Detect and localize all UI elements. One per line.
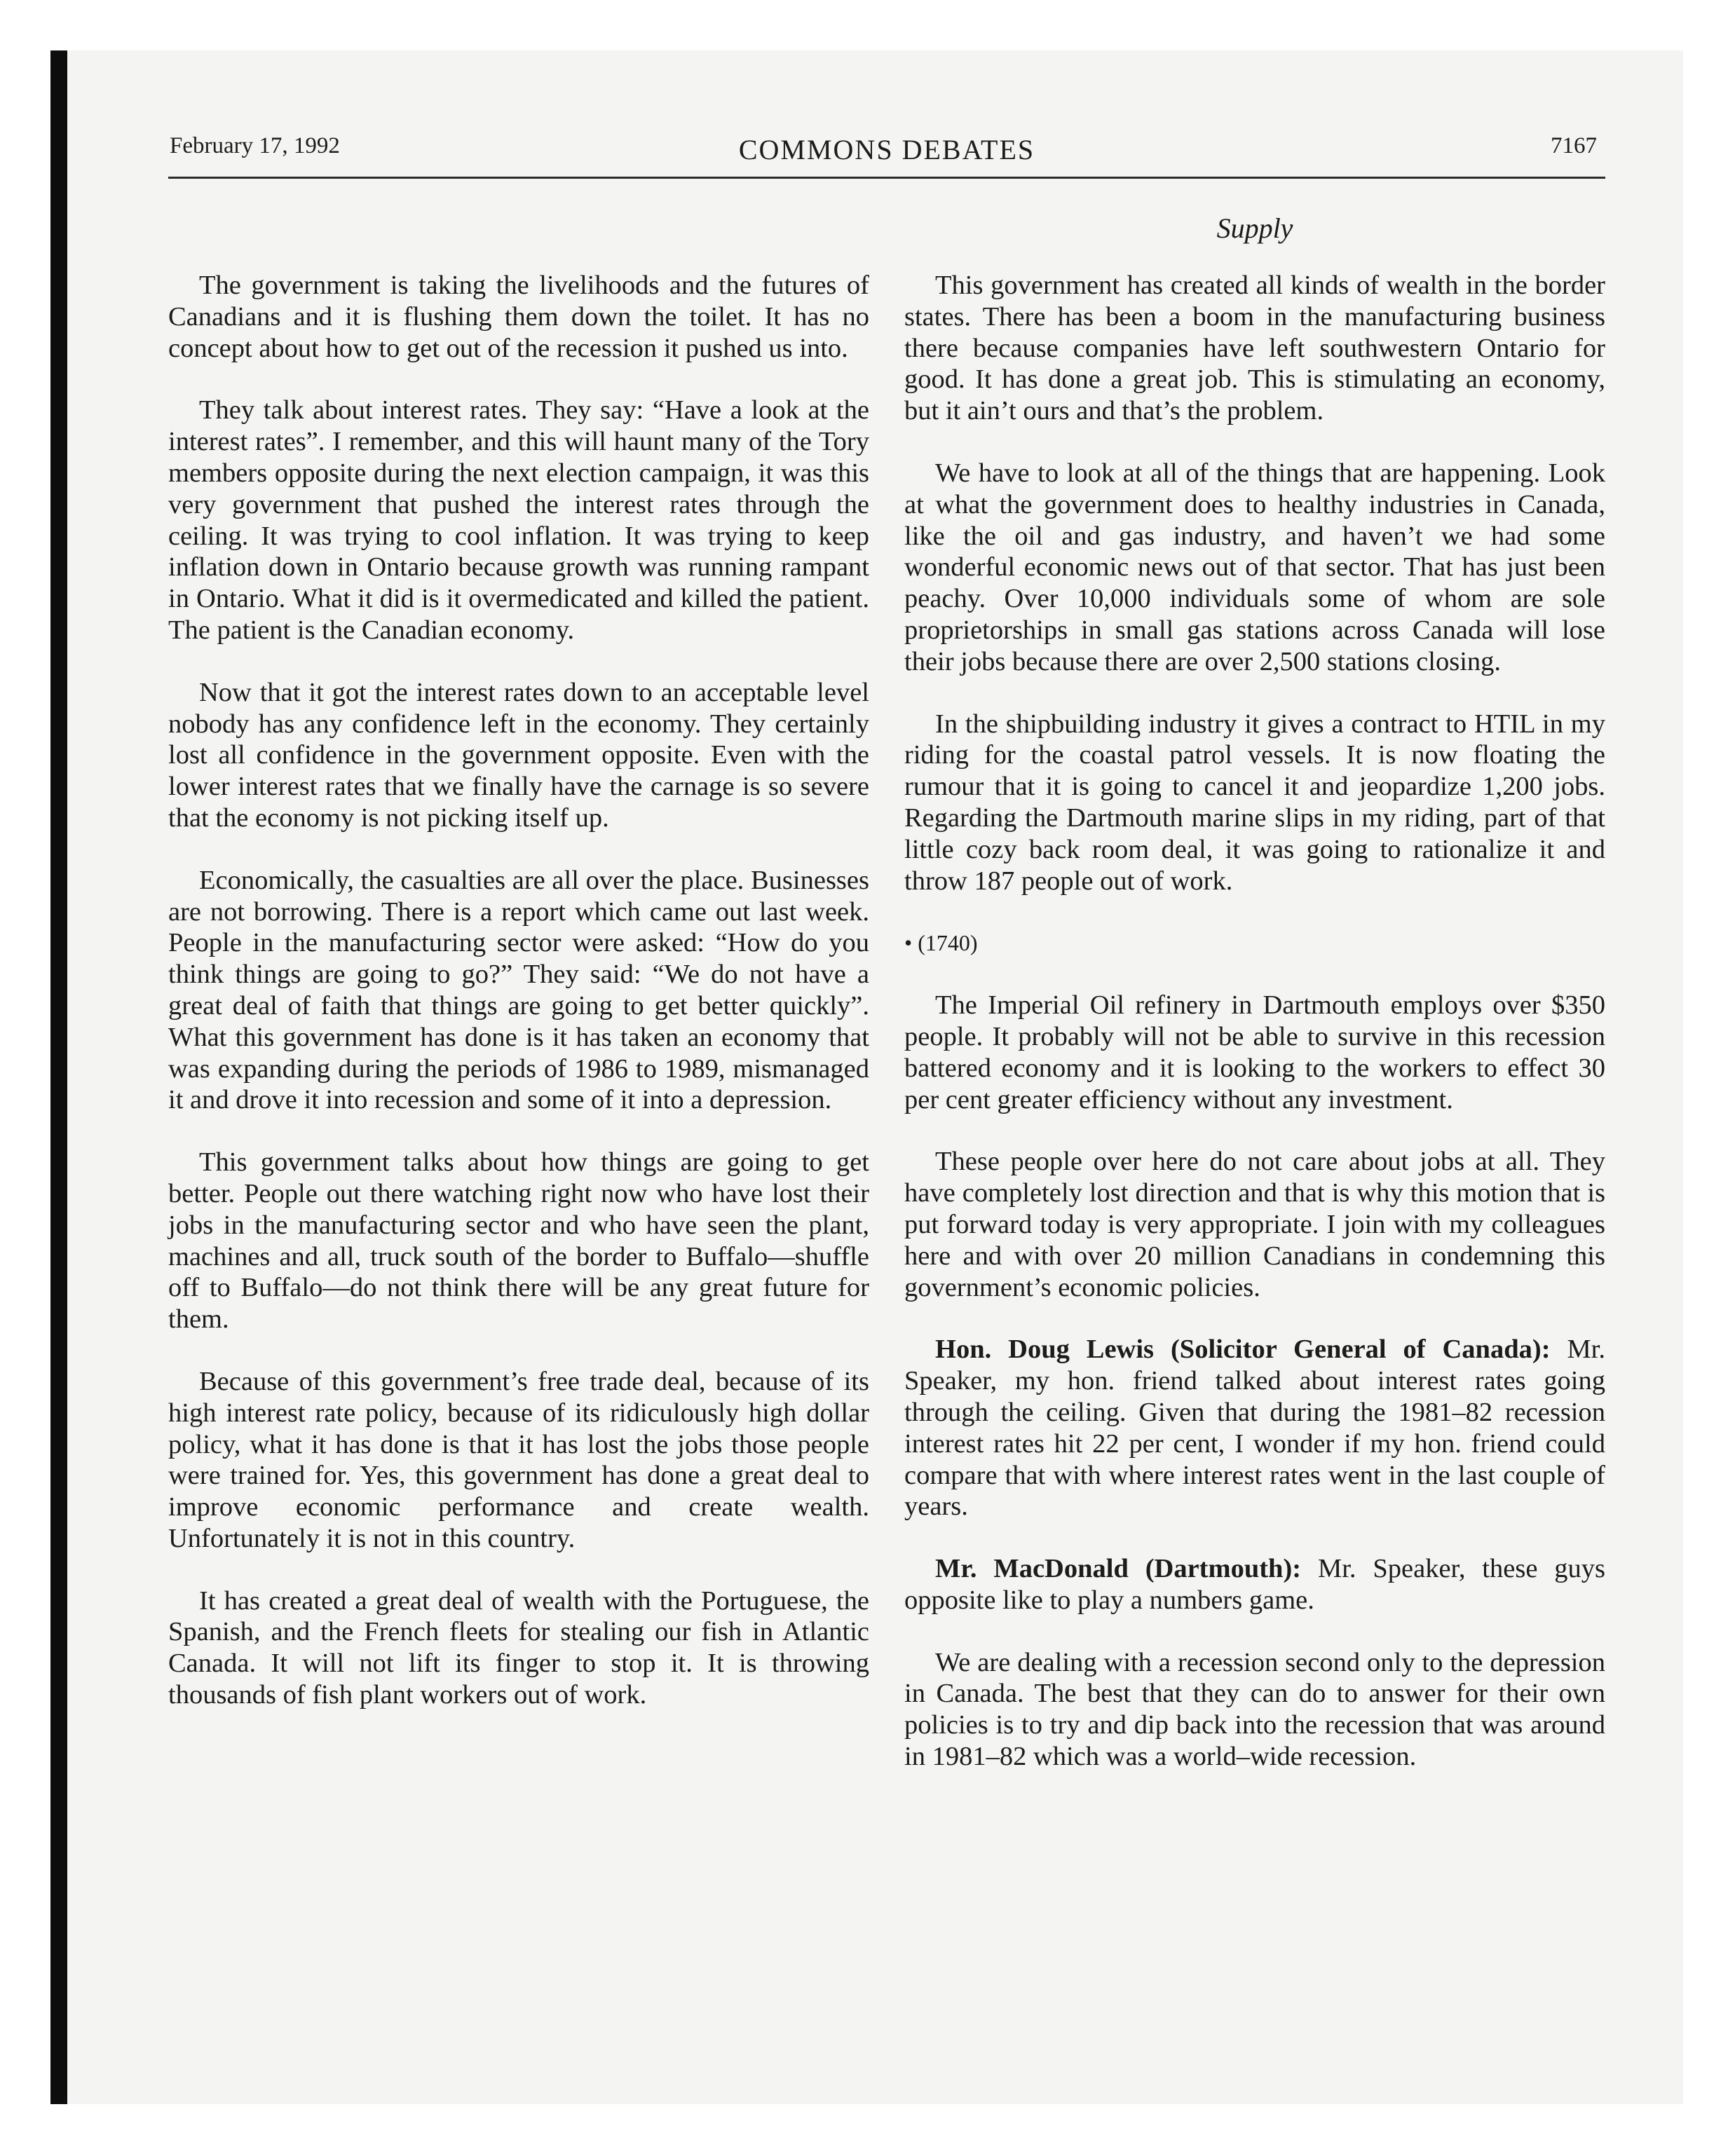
paragraph: In the shipbuilding industry it gives a contract to HTIL in my riding for the coastal patrol vessels. It is now floating the rumour that it is going to cancel it and jeopardize 1,200 jobs. Regarding the Dartmouth marine slips in my riding, part of that little cozy back room deal, it was going to rationalize it and throw 187 people out of work. — [904, 709, 1605, 896]
paragraph: Because of this government’s free trade deal, because of its high interest rate policy, because of its ridiculously high dollar policy, what it has done is that it has lost the jobs those people were trained for. Yes, this government has done a great deal to improve economic performance and create wealth. Unfortunately it is not in this country. — [168, 1366, 869, 1553]
speaker-name: Hon. Doug Lewis (Solicitor General of Canada): — [935, 1335, 1551, 1365]
paragraph: They talk about interest rates. They say: “Have a look at the interest rates”. I remember, and this will haunt many of the Tory members opposite during the next election campaign, it was this very government that pushed the interest rates through the ceiling. It was trying to cool inflation. It was trying to keep inflation down in Ontario because growth was running rampant in Ontario. What it did is it overmedicated and killed the patient. The patient is the Canadian economy. — [168, 395, 869, 645]
running-header — [168, 133, 1605, 179]
scan-edge-shadow — [50, 50, 67, 2104]
section-title: Supply — [1216, 212, 1293, 244]
speech-text: Mr. Speaker, my hon. friend talked about interest rates going through the ceiling. Given that during the 1981–82 recession interest rates hit 22 per cent, I wonder if my hon. friend could compare that with where interest rates went in the last couple of years. — [904, 1335, 1605, 1522]
speech-paragraph — [904, 1553, 1605, 1616]
paragraph: We are dealing with a recession second only to the depression in Canada. The best that they can do to answer for their own policies is to try and dip back into the recession that was around in 1981–82 which was a world–wide recession. — [904, 1647, 1605, 1772]
speaker-name: Mr. MacDonald (Dartmouth): — [935, 1554, 1302, 1584]
paragraph: The government is taking the livelihoods and the futures of Canadians and it is flushing them down the toilet. It has no concept about how to get out of the recession it pushed us into. — [168, 271, 869, 363]
paragraph: This government has created all kinds of wealth in the border states. There has been a boom in the manufacturing business there because companies have left southwestern Ontario for good. It has done a great job. This is stimulating an economy, but it ain’t ours and that’s the problem. — [904, 271, 1605, 426]
time-marker: • (1740) — [904, 930, 978, 956]
paragraph: Economically, the casualties are all over the place. Businesses are not borrowing. There is a report which came out last week. People in the manufacturing sector were asked: “How do you think things are going to go?” They said: “We do not have a great deal of faith that things are going to get better quickly”. What this government has done is it has taken an economy that was expanding during the periods of 1986 to 1989, mismanaged it and drove it into recession and some of it into a depression. — [168, 865, 869, 1115]
left-column — [168, 270, 869, 1742]
paragraph: We have to look at all of the things that are happening. Look at what the government does to healthy industries in Canada, like the oil and gas industry, and haven’t we had some wonderful economic news out of that sector. That has just been peachy. Over 10,000 individuals some of whom are sole proprietorships in small gas stations across Canada will lose their jobs because there are over 2,500 stations closing. — [904, 458, 1605, 676]
paragraph: Now that it got the interest rates down to an acceptable level nobody has any confidence left in the economy. They certainly lost all confidence in the government opposite. Even with the lower interest rates that we finally have the carnage is so severe that the economy is not picking itself up. — [168, 677, 869, 833]
paragraph: The Imperial Oil refinery in Dartmouth employs over $350 people. It probably will not be able to survive in this recession battered economy and it is looking to the workers to effect 30 per cent greater efficiency without any investment. — [904, 990, 1605, 1114]
paragraph: This government talks about how things are going to get better. People out there watching right now who have lost their jobs in the manufacturing sector and who have seen the plant, machines and all, truck south of the border to Buffalo—shuffle off to Buffalo—do not think there will be any great future for them. — [168, 1147, 869, 1335]
speech-paragraph — [904, 1334, 1605, 1522]
paragraph: It has created a great deal of wealth with the Portuguese, the Spanish, and the French fleets for stealing our fish in Atlantic Canada. It will not lift its finger to stop it. It is throwing thousands of fish plant workers out of work. — [168, 1585, 869, 1710]
speech-text: Mr. Speaker, these guys opposite like to play a numbers game. — [904, 1554, 1605, 1615]
header-date: February 17, 1992 — [170, 133, 340, 158]
right-column — [904, 270, 1605, 1803]
header-title: COMMONS DEBATES — [738, 134, 1035, 165]
page-number: 7167 — [1551, 133, 1597, 158]
paragraph: These people over here do not care about jobs at all. They have completely lost direction and that is why this motion that is put forward today is very appropriate. I join with my colleagues here and with over 20 million Canadians in condemning this government’s economic policies. — [904, 1147, 1605, 1302]
